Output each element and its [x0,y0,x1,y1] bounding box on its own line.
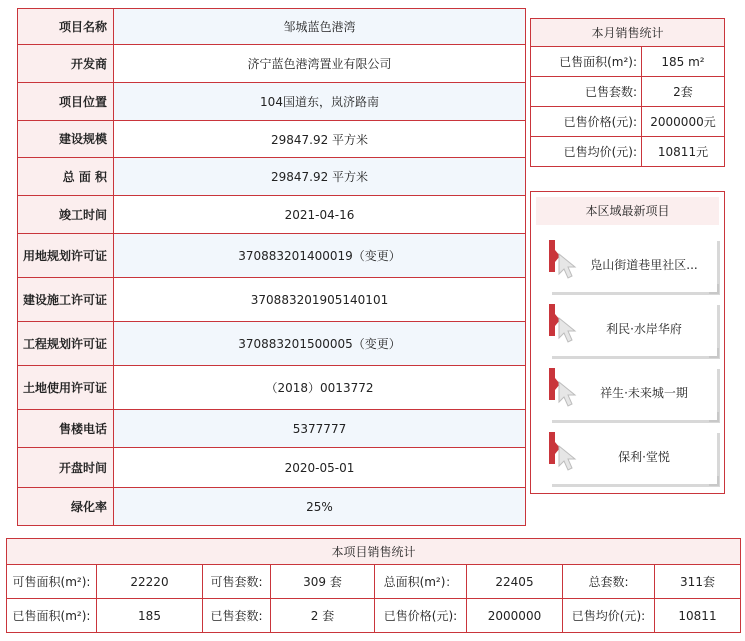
stat-value: 185 [97,599,203,633]
info-label: 项目名称 [18,9,114,45]
region-project-name[interactable]: 保利·堂悦 [618,450,670,464]
monthly-stats-table [530,18,725,167]
info-value: 370883201500005（变更） [114,322,526,366]
info-row-completion [18,196,526,234]
marker-icon [549,304,555,336]
info-label: 土地使用许可证 [18,366,114,410]
monthly-stat-value: 10811元 [642,137,725,167]
info-value: 370883201905140101 [114,278,526,322]
stat-value: 10811 [655,599,741,633]
project-stats-title: 本项目销售统计 [7,539,741,565]
monthly-stat-value: 185 m² [642,47,725,77]
info-value: 济宁蓝色港湾置业有限公司 [114,45,526,83]
info-label: 项目位置 [18,83,114,121]
stat-label: 总面积(m²)： [375,565,467,599]
monthly-stat-label: 已售面积(m²): [531,47,642,77]
monthly-stat-label: 已售价格(元): [531,107,642,137]
monthly-stats-title: 本月销售统计 [531,19,725,47]
region-project-link[interactable] [549,238,717,292]
region-project-name[interactable]: 凫山街道巷里社区... [590,258,698,272]
info-value: 104国道东，岚济路南 [114,83,526,121]
info-label: 开盘时间 [18,448,114,488]
region-project-name[interactable]: 祥生·未来城一期 [600,386,688,400]
info-row-scale [18,121,526,158]
info-label: 总 面 积 [18,158,114,196]
stat-value: 311套 [655,565,741,599]
stat-label: 已售价格(元): [375,599,467,633]
monthly-stat-value: 2套 [642,77,725,107]
region-project-link[interactable] [549,430,717,484]
info-label: 售楼电话 [18,410,114,448]
info-row-developer [18,45,526,83]
info-row-total-area [18,158,526,196]
stat-label: 已售套数: [203,599,271,633]
stat-label: 可售套数: [203,565,271,599]
marker-icon [549,368,555,400]
project-stats-row [7,599,741,633]
stat-label: 已售面积(m²): [7,599,97,633]
region-projects-panel [530,191,725,494]
info-value: 25% [114,488,526,526]
info-value: 2021-04-16 [114,196,526,234]
stat-label: 可售面积(m²): [7,565,97,599]
region-project-name[interactable]: 利民·水岸华府 [606,322,682,336]
stat-label: 总套数: [563,565,655,599]
info-label: 绿化率 [18,488,114,526]
info-label: 用地规划许可证 [18,234,114,278]
info-label: 工程规划许可证 [18,322,114,366]
info-value: 邹城蓝色港湾 [114,9,526,45]
project-info-table [17,8,526,526]
stat-value: 2 套 [271,599,375,633]
info-row-land-use-permit [18,366,526,410]
info-row-greening [18,488,526,526]
marker-icon [549,240,555,272]
info-label: 建设施工许可证 [18,278,114,322]
region-project-link[interactable] [549,302,717,356]
region-projects-title: 本区域最新项目 [536,197,719,225]
monthly-stat-value: 2000000元 [642,107,725,137]
info-row-planning-permit [18,322,526,366]
info-row-opening [18,448,526,488]
info-row-name [18,9,526,45]
monthly-stat-label: 已售套数: [531,77,642,107]
project-stats-table [6,538,741,633]
info-row-land-permit [18,234,526,278]
info-label: 竣工时间 [18,196,114,234]
info-label: 开发商 [18,45,114,83]
info-value: 29847.92 平方米 [114,158,526,196]
stat-value: 309 套 [271,565,375,599]
info-value: 5377777 [114,410,526,448]
info-row-location [18,83,526,121]
marker-icon [549,432,555,464]
project-stats-row [7,565,741,599]
stat-label: 已售均价(元): [563,599,655,633]
info-value: 2020-05-01 [114,448,526,488]
stat-value: 2000000 [467,599,563,633]
info-row-construction-permit [18,278,526,322]
monthly-stat-label: 已售均价(元): [531,137,642,167]
stat-value: 22405 [467,565,563,599]
info-label: 建设规模 [18,121,114,158]
info-value: 29847.92 平方米 [114,121,526,158]
info-row-phone [18,410,526,448]
info-value: （2018）0013772 [114,366,526,410]
info-value: 370883201400019（变更） [114,234,526,278]
stat-value: 22220 [97,565,203,599]
region-project-link[interactable] [549,366,717,420]
